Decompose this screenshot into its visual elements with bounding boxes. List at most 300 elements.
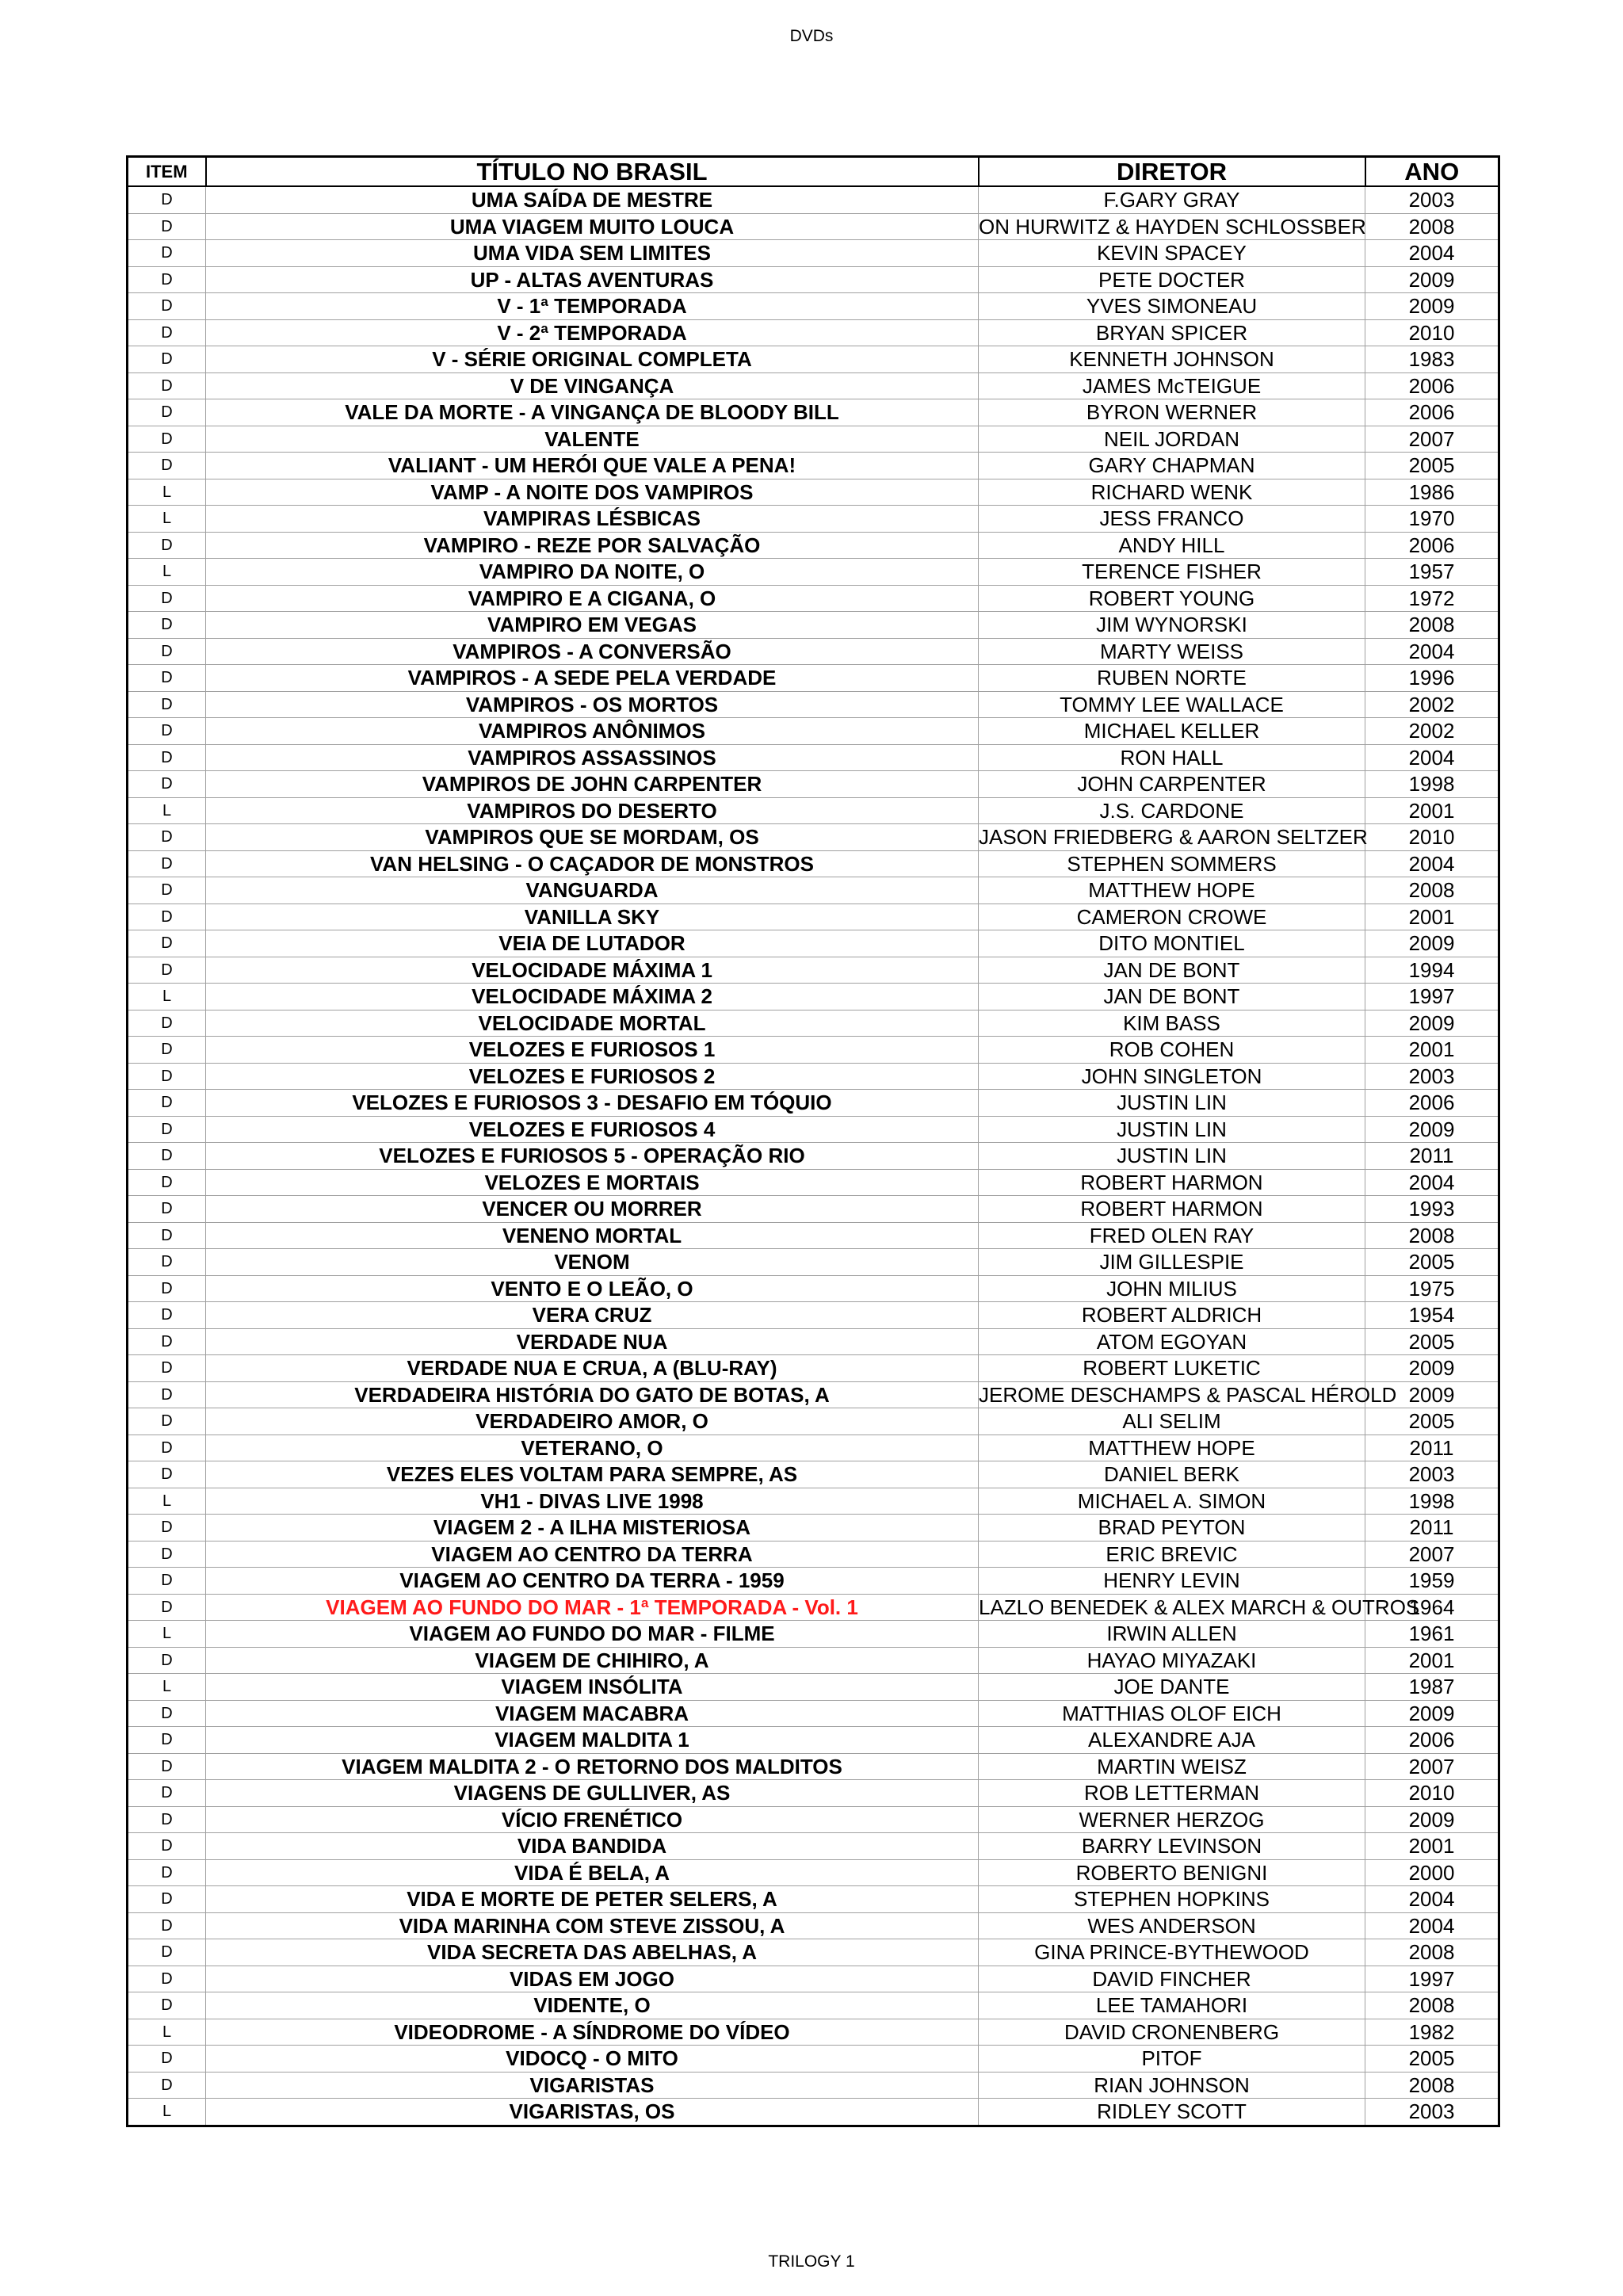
row-director: MATTHEW HOPE [979,1435,1365,1461]
table-row [128,744,1499,771]
table-header-row [128,157,1499,187]
row-director: RICHARD WENK [979,479,1365,506]
row-item-code: D [128,1196,206,1223]
table-row [128,506,1499,533]
row-year: 2010 [1365,319,1499,346]
row-item-code: D [128,1408,206,1435]
row-director: ROBERT LUKETIC [979,1355,1365,1382]
row-item-code: D [128,612,206,639]
row-title: VAMPIRAS LÉSBICAS [206,506,979,533]
row-year: 2003 [1365,1461,1499,1488]
table-row [128,1275,1499,1302]
row-item-code: D [128,1912,206,1939]
table-row [128,213,1499,240]
table-row [128,1833,1499,1860]
row-title: VIAGEM MACABRA [206,1700,979,1727]
row-title: VEZES ELES VOLTAM PARA SEMPRE, AS [206,1461,979,1488]
row-title: VIAGEM MALDITA 1 [206,1727,979,1754]
row-title: VALIANT - UM HERÓI QUE VALE A PENA! [206,453,979,479]
column-header-director: DIRETOR [979,157,1365,187]
table-row [128,1116,1499,1143]
table-row [128,319,1499,346]
row-item-code: D [128,1435,206,1461]
row-item-code: D [128,1727,206,1754]
row-item-code: D [128,1806,206,1833]
table-row [128,1196,1499,1223]
row-title: VETERANO, O [206,1435,979,1461]
row-director: JUSTIN LIN [979,1116,1365,1143]
row-item-code: L [128,1488,206,1515]
row-director: YVES SIMONEAU [979,293,1365,320]
row-year: 2004 [1365,1169,1499,1196]
row-year: 1972 [1365,585,1499,612]
row-item-code: D [128,1302,206,1329]
row-year: 2005 [1365,2046,1499,2073]
row-director: DANIEL BERK [979,1461,1365,1488]
table-row [128,479,1499,506]
row-director: BYRON WERNER [979,399,1365,426]
table-row [128,266,1499,293]
row-title: VIDEODROME - A SÍNDROME DO VÍDEO [206,2019,979,2046]
row-item-code: D [128,1355,206,1382]
row-item-code: D [128,1169,206,1196]
row-director: PETE DOCTER [979,266,1365,293]
row-director: MATTHEW HOPE [979,877,1365,904]
row-director: JUSTIN LIN [979,1143,1365,1170]
row-title: VIAGEM AO FUNDO DO MAR - 1ª TEMPORADA - Vol. 1 [206,1594,979,1621]
column-header-year: ANO [1365,157,1499,187]
row-item-code: D [128,850,206,877]
table-row [128,904,1499,930]
row-year: 1983 [1365,346,1499,373]
row-year: 2008 [1365,2072,1499,2099]
row-year: 2011 [1365,1435,1499,1461]
row-title: VAMPIROS QUE SE MORDAM, OS [206,824,979,851]
table-row [128,1939,1499,1966]
table-row [128,1647,1499,1674]
table-row [128,1594,1499,1621]
table-row [128,850,1499,877]
table-row [128,1488,1499,1515]
table-row [128,957,1499,984]
row-title: VIAGENS DE GULLIVER, AS [206,1780,979,1807]
row-title: VEIA DE LUTADOR [206,930,979,957]
row-year: 2004 [1365,638,1499,665]
row-title: VAMPIROS DE JOHN CARPENTER [206,771,979,798]
row-director: F.GARY GRAY [979,186,1365,213]
row-item-code: D [128,1381,206,1408]
table-row [128,1912,1499,1939]
row-year: 1954 [1365,1302,1499,1329]
table-row [128,559,1499,586]
table-row [128,2099,1499,2126]
row-director: BRAD PEYTON [979,1515,1365,1541]
row-director: ALI SELIM [979,1408,1365,1435]
table-row [128,1328,1499,1355]
row-title: VIAGEM MALDITA 2 - O RETORNO DOS MALDITOS [206,1753,979,1780]
row-year: 2004 [1365,240,1499,267]
row-title: VAMPIROS - A SEDE PELA VERDADE [206,665,979,692]
page-footer: TRILOGY 1 [768,2252,855,2271]
row-item-code: D [128,1753,206,1780]
row-year: 2009 [1365,1116,1499,1143]
row-director: JASON FRIEDBERG & AARON SELTZER [979,825,1368,850]
row-item-code: D [128,638,206,665]
row-year: 2003 [1365,2099,1499,2126]
row-item-code: D [128,1966,206,1992]
row-director: MICHAEL A. SIMON [979,1488,1365,1515]
row-year: 2002 [1365,691,1499,718]
row-title: VIAGEM INSÓLITA [206,1674,979,1701]
row-director: ROBERT HARMON [979,1169,1365,1196]
row-director: NEIL JORDAN [979,426,1365,453]
table-row [128,1753,1499,1780]
row-title: V - 1ª TEMPORADA [206,293,979,320]
row-item-code: D [128,1700,206,1727]
table-row [128,1249,1499,1276]
table-row [128,638,1499,665]
row-item-code: D [128,1859,206,1886]
table-row [128,1859,1499,1886]
row-item-code: D [128,293,206,320]
table-row [128,1700,1499,1727]
table-row [128,1063,1499,1090]
row-item-code: D [128,1275,206,1302]
row-director: TERENCE FISHER [979,559,1365,586]
row-item-code: D [128,1461,206,1488]
row-item-code: D [128,957,206,984]
row-year: 1982 [1365,2019,1499,2046]
row-director: KENNETH JOHNSON [979,346,1365,373]
row-item-code: D [128,1116,206,1143]
table-row [128,1992,1499,2019]
row-director: TOMMY LEE WALLACE [979,691,1365,718]
row-title: VERDADEIRO AMOR, O [206,1408,979,1435]
row-item-code: D [128,1568,206,1595]
row-item-code: D [128,1780,206,1807]
row-year: 1964 [1365,1594,1499,1621]
table-row [128,824,1499,851]
row-year: 2002 [1365,718,1499,745]
row-year: 2009 [1365,1355,1499,1382]
table-row [128,1435,1499,1461]
row-item-code: D [128,532,206,559]
row-year: 2007 [1365,1753,1499,1780]
row-year: 2006 [1365,1090,1499,1117]
table-row [128,1143,1499,1170]
row-year: 2005 [1365,1408,1499,1435]
row-director: JOHN SINGLETON [979,1063,1365,1090]
row-title: UP - ALTAS AVENTURAS [206,266,979,293]
row-item-code: L [128,2019,206,2046]
row-item-code: D [128,186,206,213]
row-title: VELOZES E FURIOSOS 2 [206,1063,979,1090]
row-item-code: L [128,506,206,533]
row-director: JIM GILLESPIE [979,1249,1365,1276]
row-title: VIDA É BELA, A [206,1859,979,1886]
row-director: MATTHIAS OLOF EICH [979,1700,1365,1727]
row-item-code: D [128,426,206,453]
row-item-code: D [128,691,206,718]
row-title: VIDENTE, O [206,1992,979,2019]
row-item-code: D [128,213,206,240]
row-year: 2009 [1365,1806,1499,1833]
row-director: MARTY WEISS [979,638,1365,665]
row-year: 2001 [1365,1647,1499,1674]
row-title: VIDOCQ - O MITO [206,2046,979,2073]
row-title: VIDA SECRETA DAS ABELHAS, A [206,1939,979,1966]
row-year: 1994 [1365,957,1499,984]
row-item-code: D [128,266,206,293]
row-year: 2004 [1365,850,1499,877]
row-title: VELOZES E MORTAIS [206,1169,979,1196]
row-director: JOE DANTE [979,1674,1365,1701]
row-title: VENTO E O LEÃO, O [206,1275,979,1302]
row-item-code: D [128,1647,206,1674]
column-header-item: ITEM [128,157,206,187]
row-title: VAMPIRO DA NOITE, O [206,559,979,586]
row-director: JOHN CARPENTER [979,771,1365,798]
row-director: DAVID CRONENBERG [979,2019,1365,2046]
row-director: JIM WYNORSKI [979,612,1365,639]
row-item-code: L [128,479,206,506]
row-title: VELOZES E FURIOSOS 3 - DESAFIO EM TÓQUIO [206,1090,979,1117]
row-title: VALE DA MORTE - A VINGANÇA DE BLOODY BILL [206,399,979,426]
row-year: 2008 [1365,1992,1499,2019]
row-title: VIGARISTAS [206,2072,979,2099]
row-director: MICHAEL KELLER [979,718,1365,745]
row-item-code: D [128,1328,206,1355]
row-year: 2008 [1365,877,1499,904]
table-row [128,691,1499,718]
row-year: 2005 [1365,1249,1499,1276]
table-row [128,1727,1499,1754]
row-director: DAVID FINCHER [979,1966,1365,1992]
table-row [128,2046,1499,2073]
row-year: 2009 [1365,930,1499,957]
row-title: VERDADE NUA E CRUA, A (BLU-RAY) [206,1355,979,1382]
row-director: ROBERT YOUNG [979,585,1365,612]
row-title: VH1 - DIVAS LIVE 1998 [206,1488,979,1515]
table-row [128,240,1499,267]
row-title: VÍCIO FRENÉTICO [206,1806,979,1833]
row-director: STEPHEN SOMMERS [979,850,1365,877]
row-year: 1961 [1365,1621,1499,1648]
page-header: DVDs [789,27,834,45]
row-title: VELOCIDADE MÁXIMA 2 [206,984,979,1010]
table-row [128,1515,1499,1541]
row-year: 1998 [1365,771,1499,798]
table-row [128,612,1499,639]
row-item-code: D [128,1594,206,1621]
row-title: VELOCIDADE MÁXIMA 1 [206,957,979,984]
table-row [128,797,1499,824]
row-year: 2004 [1365,1912,1499,1939]
row-item-code: D [128,319,206,346]
row-director: STEPHEN HOPKINS [979,1886,1365,1913]
row-director: ROB COHEN [979,1037,1365,1064]
row-item-code: L [128,797,206,824]
row-year: 1997 [1365,1966,1499,1992]
row-title: VANILLA SKY [206,904,979,930]
row-item-code: D [128,2046,206,2073]
row-item-code: D [128,2072,206,2099]
table-row [128,1541,1499,1568]
row-item-code: L [128,1621,206,1648]
row-director: PITOF [979,2046,1365,2073]
table-row [128,532,1499,559]
row-item-code: D [128,771,206,798]
row-title: VERA CRUZ [206,1302,979,1329]
row-year: 1996 [1365,665,1499,692]
row-director: J.S. CARDONE [979,797,1365,824]
row-item-code: D [128,904,206,930]
table-row [128,771,1499,798]
row-title: VAMP - A NOITE DOS VAMPIROS [206,479,979,506]
row-director: RUBEN NORTE [979,665,1365,692]
row-year: 2009 [1365,293,1499,320]
table-row [128,1408,1499,1435]
row-director: ROBERT ALDRICH [979,1302,1365,1329]
row-director: GINA PRINCE-BYTHEWOOD [979,1939,1365,1966]
table-row [128,665,1499,692]
row-year: 2008 [1365,213,1499,240]
column-header-title: TÍTULO NO BRASIL [206,157,979,187]
row-title: V - 2ª TEMPORADA [206,319,979,346]
row-year: 2011 [1365,1143,1499,1170]
row-title: VELOZES E FURIOSOS 5 - OPERAÇÃO RIO [206,1143,979,1170]
row-item-code: D [128,346,206,373]
row-year: 1997 [1365,984,1499,1010]
row-director: JOHN MILIUS [979,1275,1365,1302]
row-year: 2005 [1365,1328,1499,1355]
row-title: VAMPIROS ASSASSINOS [206,744,979,771]
table-row [128,346,1499,373]
row-item-code: D [128,1010,206,1037]
row-year: 2009 [1365,266,1499,293]
row-director: KIM BASS [979,1010,1365,1037]
table-row [128,426,1499,453]
row-item-code: D [128,877,206,904]
row-title: V - SÉRIE ORIGINAL COMPLETA [206,346,979,373]
row-item-code: L [128,984,206,1010]
row-title: VAMPIROS - OS MORTOS [206,691,979,718]
row-director: RON HALL [979,744,1365,771]
row-director: BARRY LEVINSON [979,1833,1365,1860]
row-director: ATOM EGOYAN [979,1328,1365,1355]
row-year: 2004 [1365,744,1499,771]
row-title: V DE VINGANÇA [206,372,979,399]
row-title: VIAGEM AO CENTRO DA TERRA - 1959 [206,1568,979,1595]
row-item-code: D [128,1090,206,1117]
row-year: 1975 [1365,1275,1499,1302]
table-row [128,1222,1499,1249]
table-row [128,1302,1499,1329]
row-item-code: D [128,824,206,851]
row-director: JUSTIN LIN [979,1090,1365,1117]
row-director: IRWIN ALLEN [979,1621,1365,1648]
row-year: 2008 [1365,612,1499,639]
row-item-code: D [128,744,206,771]
table-row [128,2019,1499,2046]
row-item-code: D [128,453,206,479]
row-title: VIDAS EM JOGO [206,1966,979,1992]
row-director: FRED OLEN RAY [979,1222,1365,1249]
row-director: ANDY HILL [979,532,1365,559]
row-item-code: D [128,399,206,426]
row-year: 2005 [1365,453,1499,479]
row-title: VERDADE NUA [206,1328,979,1355]
row-director: WERNER HERZOG [979,1806,1365,1833]
table-row [128,1169,1499,1196]
table-row [128,585,1499,612]
row-director: JEROME DESCHAMPS & PASCAL HÉROLD [979,1382,1397,1407]
row-year: 2009 [1365,1700,1499,1727]
row-title: VENOM [206,1249,979,1276]
row-year: 2001 [1365,1833,1499,1860]
row-director: CAMERON CROWE [979,904,1365,930]
row-title: VIGARISTAS, OS [206,2099,979,2126]
row-director: ERIC BREVIC [979,1541,1365,1568]
row-item-code: D [128,585,206,612]
row-director: ON HURWITZ & HAYDEN SCHLOSSBER [979,214,1366,239]
row-item-code: D [128,1143,206,1170]
row-year: 2007 [1365,1541,1499,1568]
table-row [128,1621,1499,1648]
table-row [128,186,1499,213]
row-title: VAMPIROS DO DESERTO [206,797,979,824]
row-year: 2004 [1365,1886,1499,1913]
table-row [128,718,1499,745]
table-row [128,1461,1499,1488]
table-row [128,1674,1499,1701]
row-title: VELOCIDADE MORTAL [206,1010,979,1037]
table-row [128,399,1499,426]
row-year: 1959 [1365,1568,1499,1595]
row-item-code: D [128,1886,206,1913]
table-row [128,930,1499,957]
row-year: 2009 [1365,1010,1499,1037]
row-year: 2008 [1365,1222,1499,1249]
row-director: ROBERT HARMON [979,1196,1365,1223]
row-director: JAMES McTEIGUE [979,372,1365,399]
row-title: VENENO MORTAL [206,1222,979,1249]
row-item-code: D [128,930,206,957]
table-body [128,186,1499,2126]
table-row [128,877,1499,904]
row-year: 2008 [1365,1939,1499,1966]
row-title: VENCER OU MORRER [206,1196,979,1223]
row-director: HENRY LEVIN [979,1568,1365,1595]
row-year: 1993 [1365,1196,1499,1223]
row-title: VIDA E MORTE DE PETER SELERS, A [206,1886,979,1913]
row-year: 2006 [1365,372,1499,399]
row-item-code: D [128,240,206,267]
row-year: 2006 [1365,399,1499,426]
row-title: VAMPIRO E A CIGANA, O [206,585,979,612]
row-title: VANGUARDA [206,877,979,904]
row-year: 1998 [1365,1488,1499,1515]
row-year: 2006 [1365,532,1499,559]
row-item-code: D [128,1515,206,1541]
table-row [128,1381,1499,1408]
row-title: VAN HELSING - O CAÇADOR DE MONSTROS [206,850,979,877]
row-director: RIDLEY SCOTT [979,2099,1365,2126]
row-item-code: L [128,2099,206,2126]
row-title: VAMPIROS ANÔNIMOS [206,718,979,745]
row-title: VERDADEIRA HISTÓRIA DO GATO DE BOTAS, A [206,1381,979,1408]
table-row [128,1780,1499,1807]
